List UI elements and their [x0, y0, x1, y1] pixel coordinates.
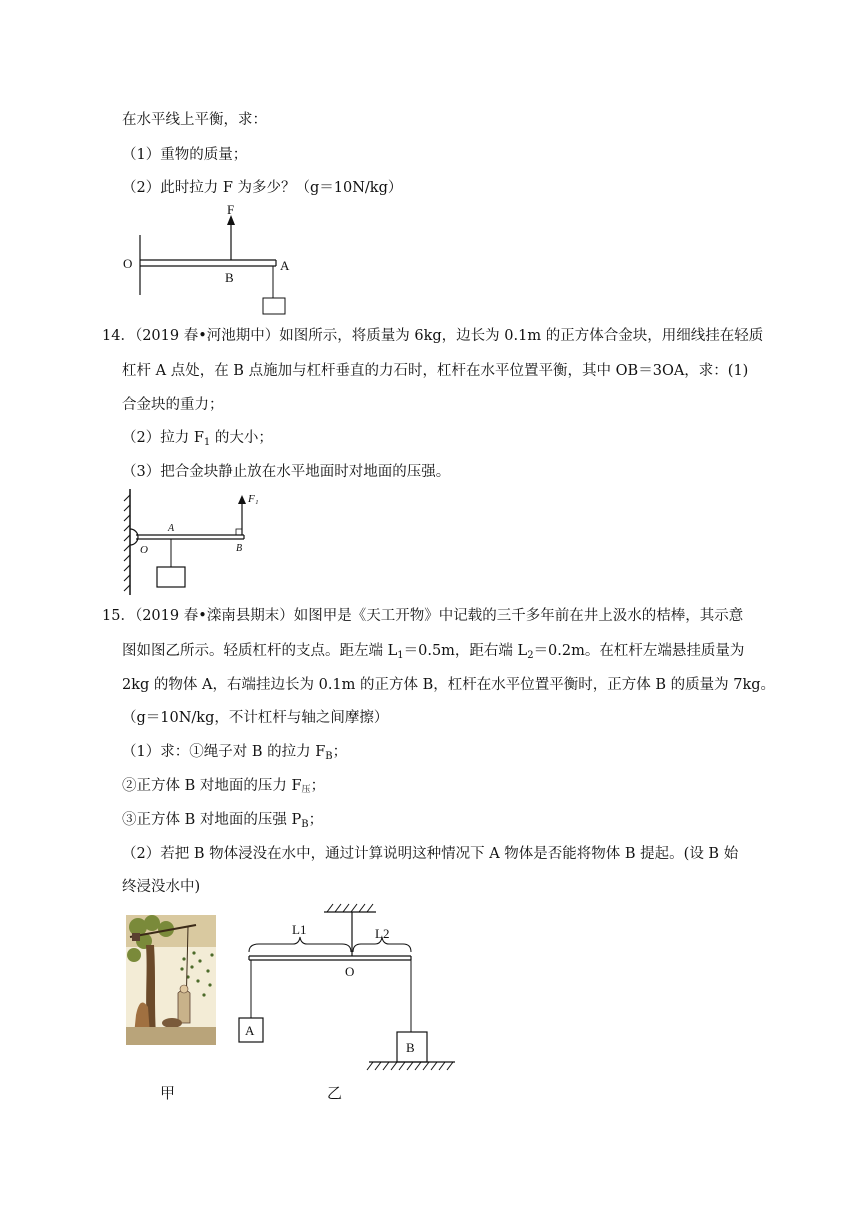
q13-lever-figure: [118, 200, 298, 318]
figure-label-yi: 乙: [327, 1084, 343, 1102]
q15-line6: ②正方体 B 对地面的压力 $F_压$；: [122, 778, 326, 795]
q13-line3: （2）此时拉力 F 为多少？（g＝10N/kg）: [122, 180, 403, 196]
q13-label-B: B: [225, 270, 234, 285]
q15-label-O: O: [345, 964, 355, 979]
q14-line2: 杠杆 A 点处，在 B 点施加与杠杆垂直的力石时，杠杆在水平位置平衡，其中 OB＝3OA，求：(1): [122, 363, 749, 379]
q15-lever-figure: [235, 900, 465, 1080]
q13-label-F: F: [227, 202, 235, 217]
q14-label-O: O: [140, 544, 148, 556]
q14-label-F1: F₁: [248, 493, 259, 505]
q15-line2: 图如图乙所示。轻质杠杆的支点。距左端 $L_1=0.5m$，距右端 $L_2=0.2m$。在杠杆左端悬挂质量为: [122, 643, 745, 661]
q14-line5: （3）把合金块静止放在水平地面时对地面的压强。: [122, 464, 451, 480]
figure-label-jia: 甲: [160, 1084, 176, 1102]
q15-line5: （1）求：①绳子对 B 的拉力 $F_B$；: [122, 744, 348, 762]
q14-label-A: A: [168, 523, 175, 534]
q14-label-B: B: [236, 543, 243, 554]
q14-lever-figure: [118, 485, 278, 600]
q15-line8: （2）若把 B 物体浸没在水中，通过计算说明这种情况下 A 物体是否能将物体 B 提起。(设 B 始: [122, 846, 739, 862]
q15-label-L2: L2: [375, 926, 390, 941]
q15-line9: 终浸没水中): [122, 879, 201, 895]
q15-label-L1: L1: [292, 922, 307, 937]
q15-line4: （g＝10N/kg，不计杠杆与轴之间摩擦）: [122, 710, 389, 726]
q15-line1: 15．（2019 春•滦南县期末）如图甲是《天工开物》中记载的三千多年前在井上汲水的桔棒，其示意: [102, 608, 744, 624]
q15-label-A: A: [245, 1023, 255, 1038]
q13-line2: （1）重物的质量；: [122, 147, 248, 163]
well-sweep-illustration: [126, 915, 216, 1045]
q13-label-A: A: [280, 258, 290, 273]
q13-line1: 在水平线上平衡，求：: [122, 112, 267, 128]
q13-label-O: O: [123, 256, 133, 271]
q15-line3: 2kg 的物体 A，右端挂边长为 0.1m 的正方体 B，杠杆在水平位置平衡时，正方体 B 的质量为 7kg。: [122, 677, 776, 693]
q14-line1: 14．（2019 春•河池期中）如图所示，将质量为 6kg，边长为 0.1m 的正方体合金块，用细线挂在轻质: [102, 328, 764, 344]
q14-line3: 合金块的重力；: [122, 397, 224, 413]
q14-line4: （2）拉力 $F_1$ 的大小；: [122, 430, 273, 448]
q15-label-B: B: [406, 1040, 415, 1055]
q15-line7: ③正方体 B 对地面的压强 $P_B$；: [122, 812, 324, 830]
